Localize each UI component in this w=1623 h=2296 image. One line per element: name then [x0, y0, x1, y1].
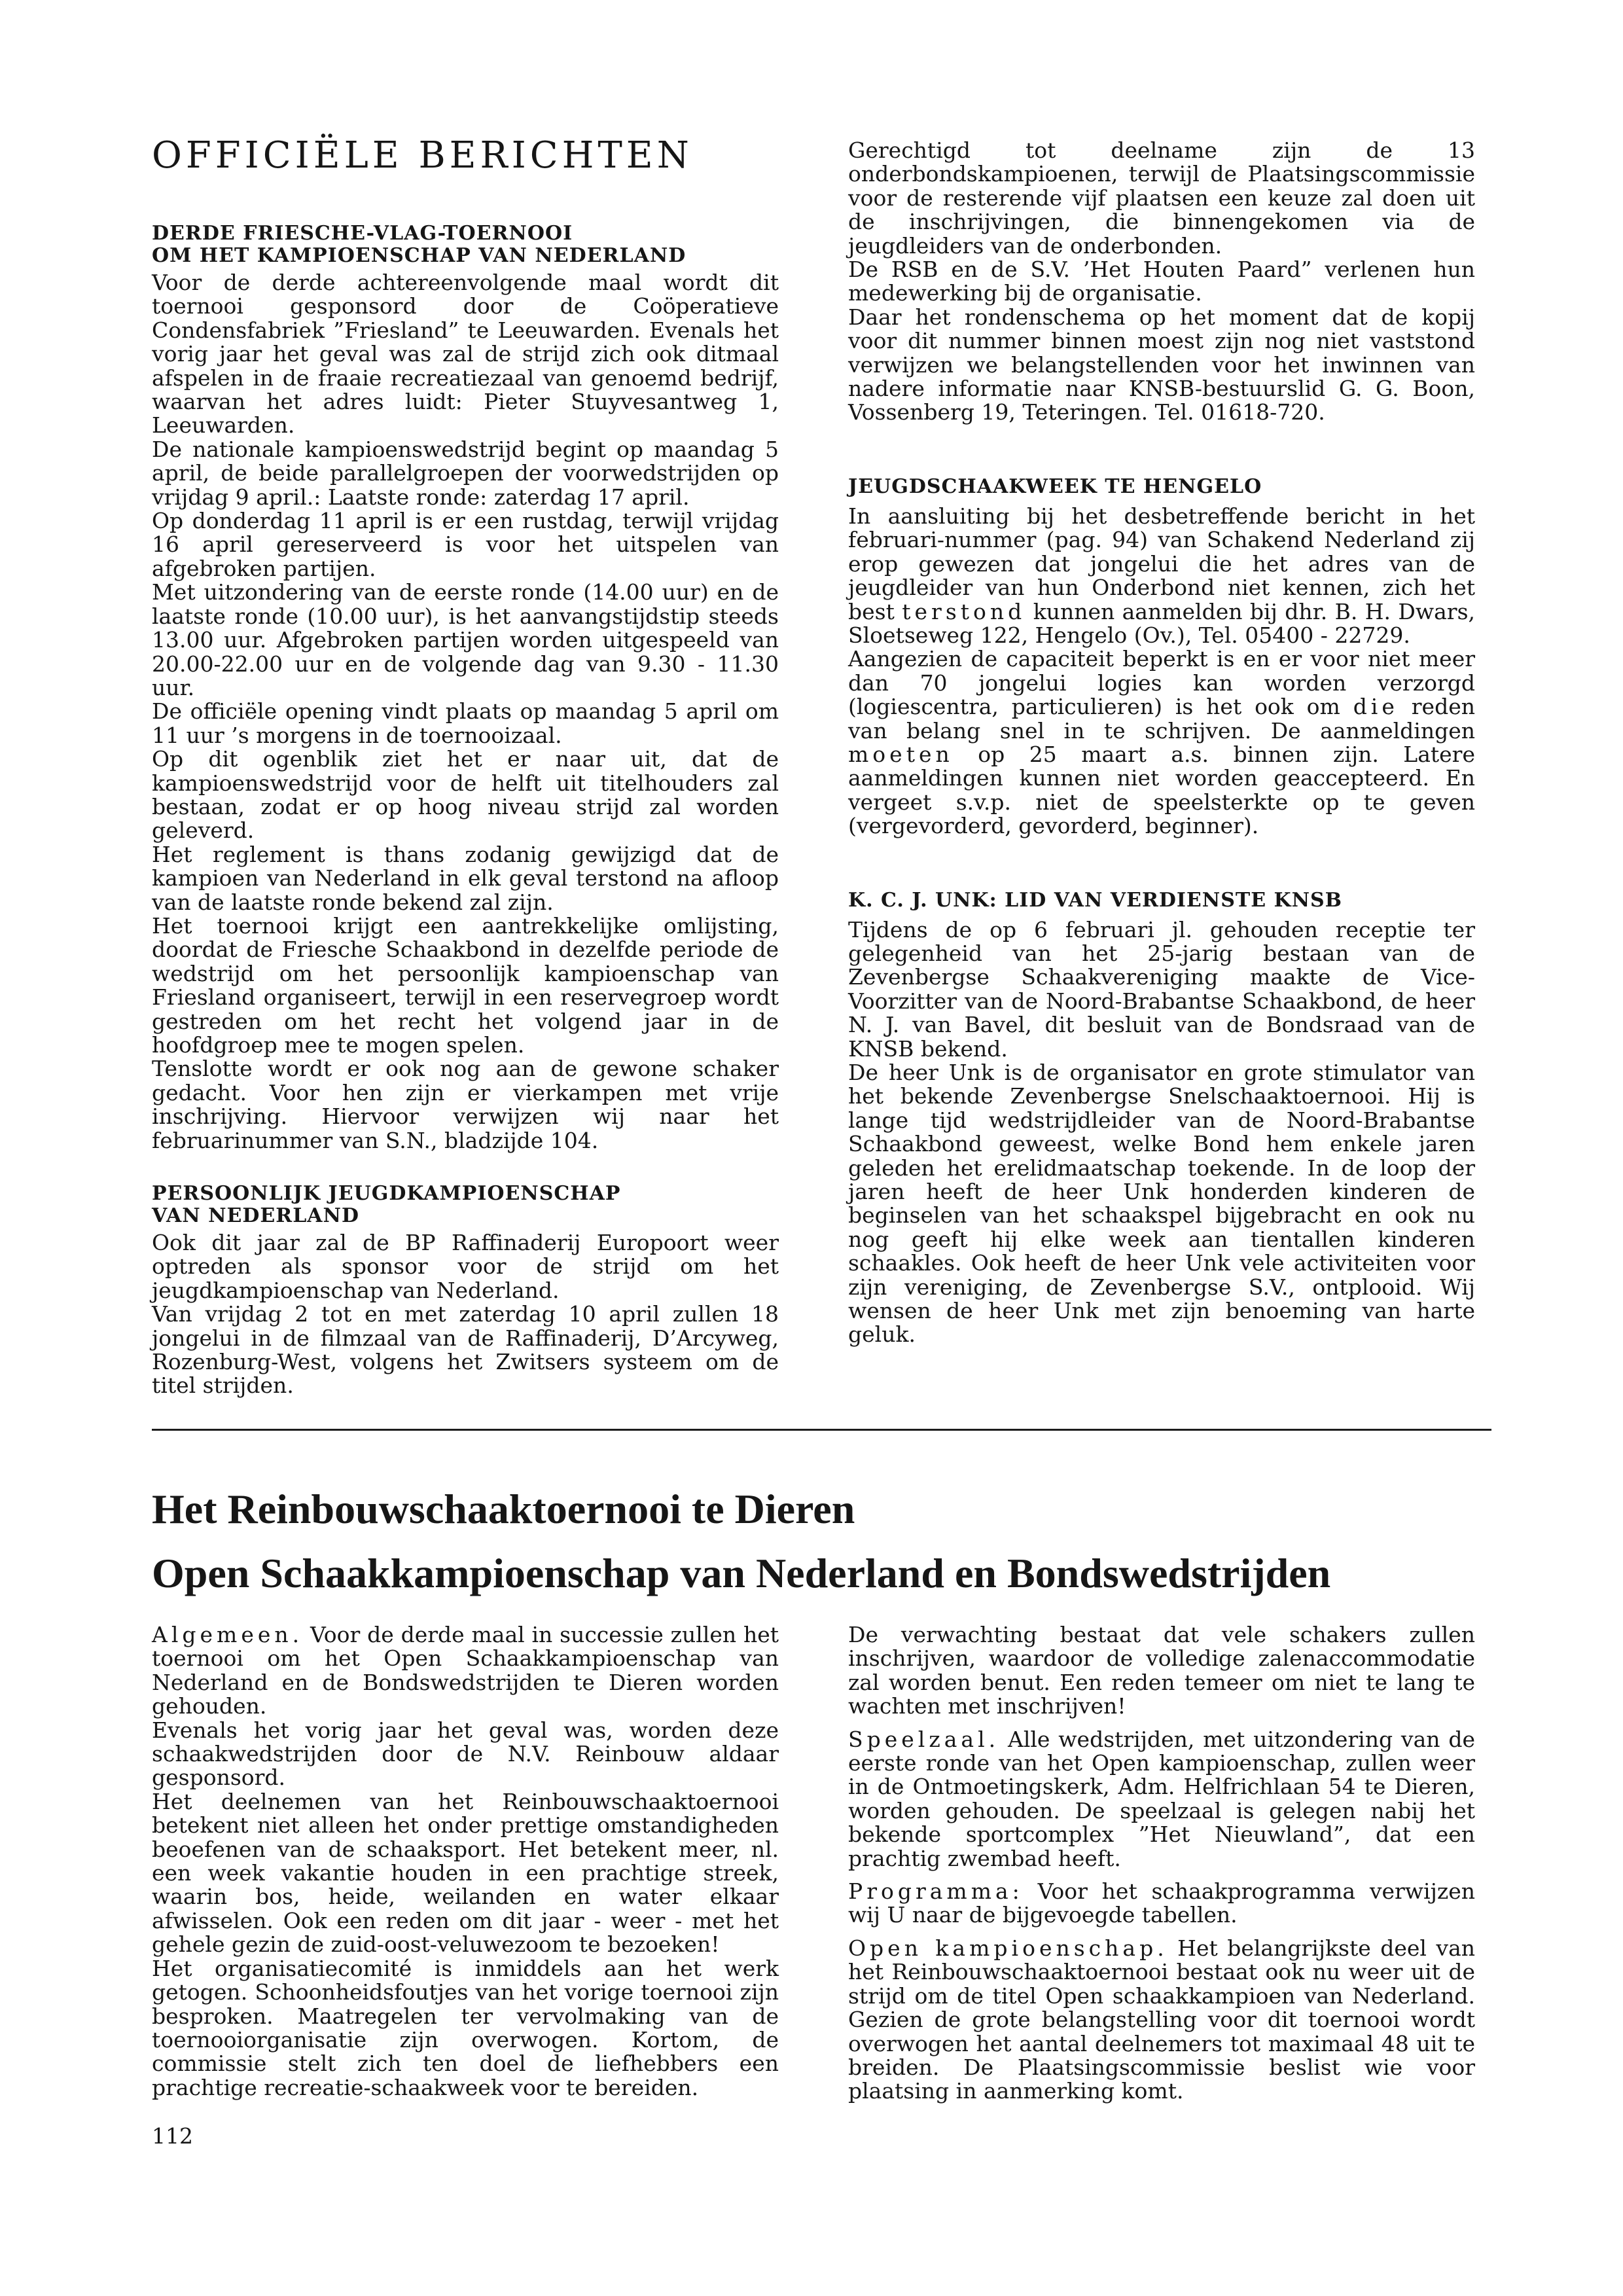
article-left-column [152, 1623, 779, 2100]
unk-article [848, 889, 1475, 1347]
paragraph: Tijdens de op 6 februari jl. gehouden receptie ter gelegenheid van het 25-jarig bestaan van de Zevenbergse Schaakvereniging maakte de Vice-Voorzitter van de Noord-Brabantse Schaakbond, de heer N. J. van Bavel, dit besluit van de Bondsraad van de KNSB bekend. [848, 916, 1475, 1062]
friesche-vlag-article [152, 223, 779, 1153]
article-heading: K. C. J. UNK: LID VAN VERDIENSTE KNSB [848, 888, 1343, 912]
paragraph: Open kampioenschap. Het belangrijkste deel van het Reinbouwschaaktoernooi bestaat ook nu weer uit de strijd om de titel Open schaakkampioen van Nederland. Gezien de grote belangstelling voor dit toernooi wordt overwogen het aantal deelnemers tot maximaal 48 uit te breiden. De Plaatsingscommissie beslist wie voor plaatsing in aanmerking komt. [848, 1935, 1476, 2104]
article-heading-line: PERSOONLIJK JEUGDKAMPIOENSCHAP [152, 1182, 621, 1206]
section-title: OFFICIËLE BERICHTEN [152, 134, 693, 177]
article-heading-line: DERDE FRIESCHE-VLAG-TOERNOOI [152, 222, 573, 245]
paragraph: De nationale kampioenswedstrijd begint op maandag 5 april, de beide parallelgroepen der voorwedstrijden op vrijdag 9 april.: Laatste ronde: zaterdag 17 april. [152, 436, 779, 510]
left-column [152, 223, 779, 1398]
emphasis: die [1353, 694, 1399, 720]
article-title: Het Reinbouwschaaktoernooi te Dieren [152, 1486, 855, 1532]
lead-label: Open kampioenschap. [848, 1935, 1168, 1961]
paragraph: Ook dit jaar zal de BP Raffinaderij Europoort weer optreden als sponsor voor de strijd om het jeugdkampioenschap van Nederland. [152, 1230, 779, 1303]
paragraph: Gerechtigd tot deelname zijn de 13 onderbondskampioenen, terwijl de Plaatsingscommissie voor de resterende vijf plaatsen een keuze zal doen uit de inschrijvingen, die binnengekomen via de jeugdleiders van de onderbonden. [848, 137, 1475, 259]
paragraph: De officiële opening vindt plaats op maandag 5 april om 11 uur ’s morgens in de toernooizaal. [152, 698, 779, 748]
lead-label: Algemeen. [152, 1622, 304, 1647]
page-number: 112 [152, 2123, 193, 2149]
continuation-text [848, 139, 1475, 425]
paragraph: Met uitzondering van de eerste ronde (14.00 uur) en de laatste ronde (10.00 uur), is het aanvangstijdstip steeds 13.00 uur. Afgebroken partijen worden uitgespeeld van 20.00-22.00 uur en de volgende dag van 9.30 - 11.30 uur. [152, 579, 779, 700]
paragraph: Het organisatiecomité is inmiddels aan het werk getogen. Schoonheidsfoutjes van het vorige toernooi zijn besproken. Maatregelen ter vervolmaking van de toernooiorganisatie zijn overwogen. Kortom, de commissie stelt zich ten doel de liefhebbers een prachtige recreatie-schaakweek voor te bereiden. [152, 1955, 779, 2100]
paragraph: Het toernooi krijgt een aantrekkelijke omlijsting, doordat de Friesche Schaakbond in dezelfde periode de wedstrijd om het persoonlijk kampioenschap van Friesland organiseert, terwijl in een reservegroep wordt gestreden om het recht het volgend jaar in de hoofdgroep mee te mogen spelen. [152, 912, 779, 1058]
emphasis: moeten [848, 741, 954, 767]
lead-label: Speelzaal. [848, 1726, 1000, 1752]
article-heading-line: OM HET KAMPIOENSCHAP VAN NEDERLAND [152, 244, 687, 267]
paragraph: Voor de derde achtereenvolgende maal wordt dit toernooi gesponsord door de Coöperatieve Condensfabriek ”Friesland” te Leeuwarden. Evenals het vorig jaar het geval was zal de strijd zich ook ditmaal afspelen in de fraaie recreatiezaal van genoemd bedrijf, waarvan het adres luidt: Pieter Stuyvesantweg 1, Leeuwarden. [152, 270, 779, 439]
paragraph: De verwachting bestaat dat vele schakers zullen inschrijven, waardoor de volledige zalenaccommodatie zal worden benut. Een reden temeer om niet te lang te wachten met inschrijven! [848, 1622, 1475, 1719]
right-column [848, 139, 1475, 1347]
paragraph: De heer Unk is de organisator en grote stimulator van het bekende Zevenbergse Snelschaaktoernooi. Hij is lange tijd wedstrijdleider van de Noord-Brabantse Schaakbond geweest, welke Bond hem enkele jaren geleden het erelidmaatschap toekende. In de loop der jaren heeft de heer Unk honderden kinderen de beginselen van het schaakspel bijgebracht en ook nu nog geeft hij elke week aan tientallen kinderen schaakles. Ook heeft de heer Unk vele activiteiten voor zijn vereniging, de Zevenbergse S.V., ontplooid. Wij wensen de heer Unk met zijn benoeming van harte geluk. [848, 1060, 1475, 1348]
emphasis: terstond [902, 598, 1026, 624]
paragraph: Tenslotte wordt er ook nog aan de gewone schaker gedacht. Voor hen zijn er vierkampen met vrije inschrijving. Hiervoor verwijzen wij naar het februarinummer van S.N., bladzijde 104. [152, 1056, 779, 1153]
paragraph: Het deelnemen van het Reinbouwschaaktoernooi betekent niet alleen het onder prettige omstandigheden beoefenen van de schaaksport. Het betekent meer, nl. een week vakantie houden in een prachtige streek, waarin bos, heide, weilanden en water elkaar afwisselen. Ook een reden om dit jaar - weer - met het gehele gezin de zuid-oost-veluwezoom te bezoeken! [152, 1788, 779, 1958]
article-heading-line: VAN NEDERLAND [152, 1204, 359, 1228]
paragraph: Het reglement is thans zodanig gewijzigd dat de kampioen van Nederland in elk geval terstond na afloop van de laatste ronde bekend zal zijn. [152, 841, 779, 915]
paragraph: Algemeen. Voor de derde maal in successie zullen het toernooi om het Open Schaakkampioenschap van Nederland en de Bondswedstrijden te Dieren worden gehouden. [152, 1622, 779, 1719]
paragraph: De RSB en de S.V. ’Het Houten Paard” verlenen hun medewerking bij de organisatie. [848, 257, 1475, 306]
paragraph: Van vrijdag 2 tot en met zaterdag 10 april zullen 18 jongelui in de filmzaal van de Raffinaderij, D’Arcyweg, Rozenburg-West, volgens het Zwitsers systeem om de titel strijden. [152, 1301, 779, 1399]
paragraph: Programma: Voor het schaakprogramma verwijzen wij U naar de bijgevoegde tabellen. [848, 1878, 1475, 1928]
article-subtitle: Open Schaakkampioenschap van Nederland en Bondswedstrijden [152, 1550, 1331, 1596]
paragraph: In aansluiting bij het desbetreffende bericht in het februari-nummer (pag. 94) van Schakend Nederland zij erop gewezen dat jongelui die het adres van de jeugdleider van hun Onderbond niet kennen, zich het best terstond kunnen aanmelden bij dhr. B. H. Dwars, Sloetseweg 122, Hengelo (Ov.), Tel. 05400 - 22729. [848, 503, 1475, 648]
paragraph: Op donderdag 11 april is er een rustdag, terwijl vrijdag 16 april gereserveerd is voor het uitspelen van afgebroken partijen. [152, 508, 779, 581]
section-divider [152, 1429, 1491, 1431]
jeugdkampioenschap-article [152, 1183, 779, 1398]
paragraph: Daar het rondenschema op het moment dat de kopij voor dit nummer binnen moest zijn nog niet vaststond verwijzen we belangstellenden voor het inwinnen van nadere informatie naar KNSB-bestuurslid G. G. Boon, Vossenberg 19, Teteringen. Tel. 01618-720. [848, 304, 1475, 425]
article-heading: JEUGDSCHAAKWEEK TE HENGELO [848, 475, 1262, 498]
paragraph: Aangezien de capaciteit beperkt is en er voor niet meer dan 70 jongelui logies kan worden verzorgd (logiescentra, particulieren) is het ook om die reden van belang snel in te schrijven. De aanmeldingen moeten op 25 maart a.s. binnen zijn. Latere aanmeldingen kunnen niet worden geaccepteerd. En vergeet s.v.p. niet de speelsterkte op te geven (vergevorderd, gevorderd, beginner). [848, 646, 1475, 839]
article-right-column [848, 1623, 1475, 2104]
jeugdschaakweek-article [848, 476, 1475, 838]
lead-label: Programma: [848, 1878, 1024, 1905]
paragraph: Speelzaal. Alle wedstrijden, met uitzondering van de eerste ronde van het Open kampioenschap, zullen weer in de Ontmoetingskerk, Adm. Helfrichlaan 54 te Dieren, worden gehouden. De speelzaal is gelegen nabij het bekende sportcomplex ”Het Nieuwland”, dat een prachtig zwembad heeft. [848, 1726, 1475, 1871]
paragraph: Evenals het vorig jaar het geval was, worden deze schaakwedstrijden door de N.V. Reinbouw aldaar gesponsord. [152, 1717, 779, 1791]
paragraph: Op dit ogenblik ziet het er naar uit, dat de kampioenswedstrijd voor de helft uit titelhouders zal bestaan, zodat er op hoog niveau strijd zal worden geleverd. [152, 746, 779, 844]
